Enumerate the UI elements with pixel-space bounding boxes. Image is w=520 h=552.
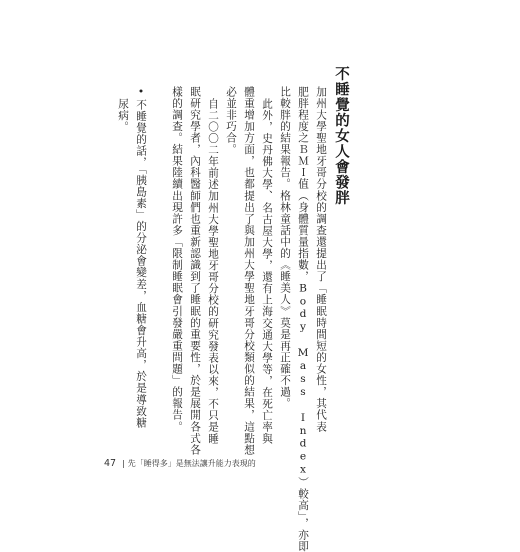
paragraph-line: 樣的調查。結果陸續出現許多「限制睡眠會引發嚴重問題」的報告。 xyxy=(171,86,183,433)
bullet-marker: • xyxy=(135,86,147,99)
bullet-text: 不睡覺的話，「胰島素」的分泌會變差，血糖會升高，於是導致糖 xyxy=(135,98,147,429)
running-title: 先「睡得多」是無法讓升能力表現的 xyxy=(127,459,256,468)
page-number: 47 xyxy=(104,458,117,469)
page-footer xyxy=(104,458,256,469)
paragraph-line: 此外，史丹佛大學、名古屋大學，還有上海交通大學等，在死亡率與 xyxy=(261,98,273,445)
paragraph-line: 自二〇〇二年前述加州大學聖地牙哥分校的研究發表以來，不只是睡 xyxy=(207,98,219,445)
footer-separator: | xyxy=(122,459,125,468)
paragraph-line: 加州大學聖地牙哥分校的調查還提出了「睡眠時間短的女性，其代表 xyxy=(315,86,327,433)
paragraph-line: 必並非巧合。 xyxy=(225,86,237,156)
bullet-continuation: 尿病。 xyxy=(117,98,129,133)
chapter-title: 不睡覺的女人會發胖 xyxy=(333,66,350,206)
bullet-item xyxy=(134,86,148,429)
paragraph-line: 比較胖的結果報告。格林童話中的《睡美人》莫是再正確不過。 xyxy=(279,86,291,410)
paragraph-line: 眠研究學者，內科醫師們也重新認識到了睡眠的重要性，於是展開各式各 xyxy=(189,86,201,456)
paragraph-line: 肥胖程度之ＢＭＩ值（身體質量指數，Body Mass Index）較高」，亦即 xyxy=(297,86,309,552)
paragraph-line: 體重增加方面，也都提出了與加州大學聖地牙哥分校類似的結果，這點想 xyxy=(243,86,255,456)
